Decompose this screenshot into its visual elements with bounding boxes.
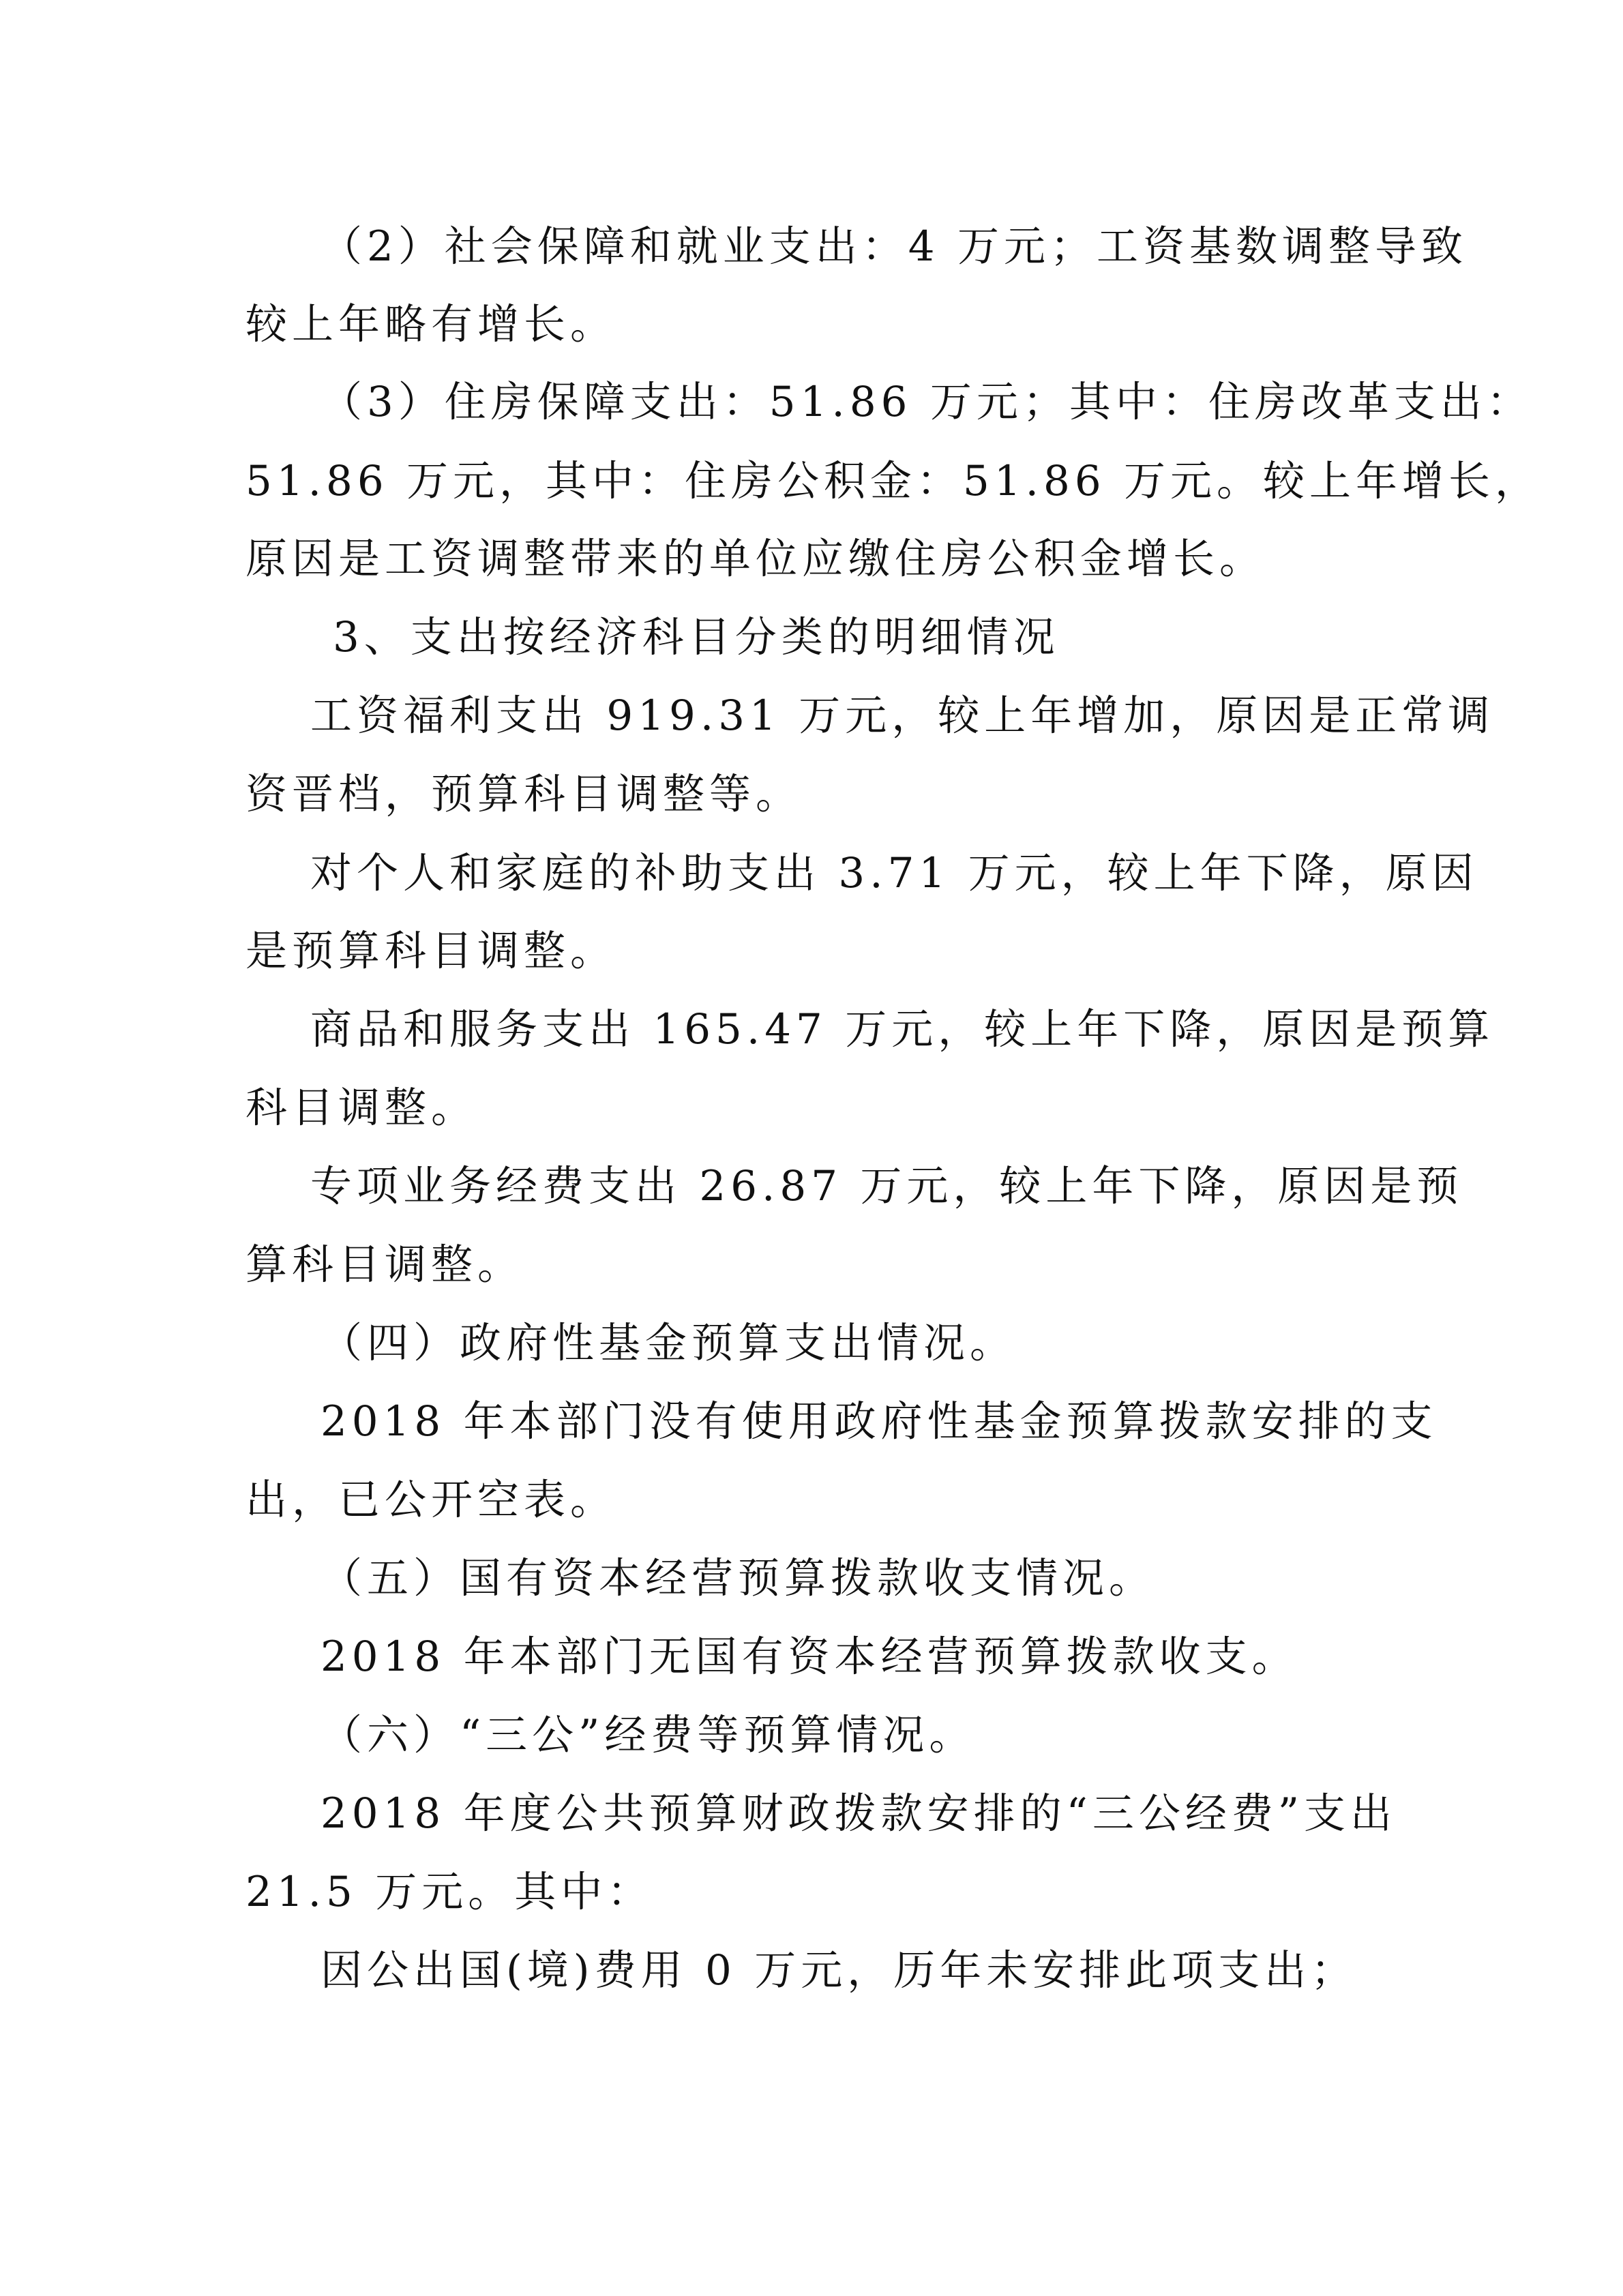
paragraph-line: 2018 年本部门无国有资本经营预算拨款收支。 <box>321 1632 1298 1681</box>
paragraph-line: 对个人和家庭的补助支出 3.71 万元，较上年下降，原因 <box>310 849 1478 897</box>
paragraph-line: 是预算科目调整。 <box>245 927 617 975</box>
paragraph-line: 商品和服务支出 165.47 万元，较上年下降，原因是预算 <box>310 1005 1495 1054</box>
paragraph-line: 2018 年度公共预算财政拨款安排的“三公经费”支出 <box>321 1789 1397 1838</box>
paragraph-line: （3）住房保障支出：51.86 万元；其中：住房改革支出： <box>321 378 1533 426</box>
paragraph-line: 工资福利支出 919.31 万元，较上年增加，原因是正常调 <box>310 691 1495 740</box>
paragraph-line: （2）社会保障和就业支出：4 万元；工资基数调整导致 <box>321 222 1468 271</box>
section-heading: （五）国有资本经营预算拨款收支情况。 <box>321 1554 1156 1602</box>
paragraph-line: 算科目调整。 <box>245 1240 524 1289</box>
paragraph-line: 出，已公开空表。 <box>245 1476 617 1524</box>
paragraph-line: 科目调整。 <box>245 1084 478 1132</box>
section-heading: （四）政府性基金预算支出情况。 <box>321 1319 1017 1367</box>
paragraph-line: 较上年略有增长。 <box>245 300 617 348</box>
paragraph-line: 21.5 万元。其中： <box>245 1868 654 1916</box>
paragraph-line: 专项业务经费支出 26.87 万元，较上年下降，原因是预 <box>310 1162 1463 1210</box>
paragraph-line: 2018 年本部门没有使用政府性基金预算拨款安排的支 <box>321 1397 1438 1446</box>
section-heading: 3、支出按经济科目分类的明细情况 <box>333 613 1060 661</box>
paragraph-line: 原因是工资调整带来的单位应缴住房公积金增长。 <box>245 535 1266 583</box>
paragraph-line: 51.86 万元，其中：住房公积金：51.86 万元。较上年增长， <box>245 457 1542 505</box>
paragraph-line: 资晋档，预算科目调整等。 <box>245 770 803 818</box>
paragraph-line: 因公出国(境)费用 0 万元，历年未安排此项支出； <box>321 1946 1358 1995</box>
section-heading: （六）“三公”经费等预算情况。 <box>321 1711 976 1759</box>
